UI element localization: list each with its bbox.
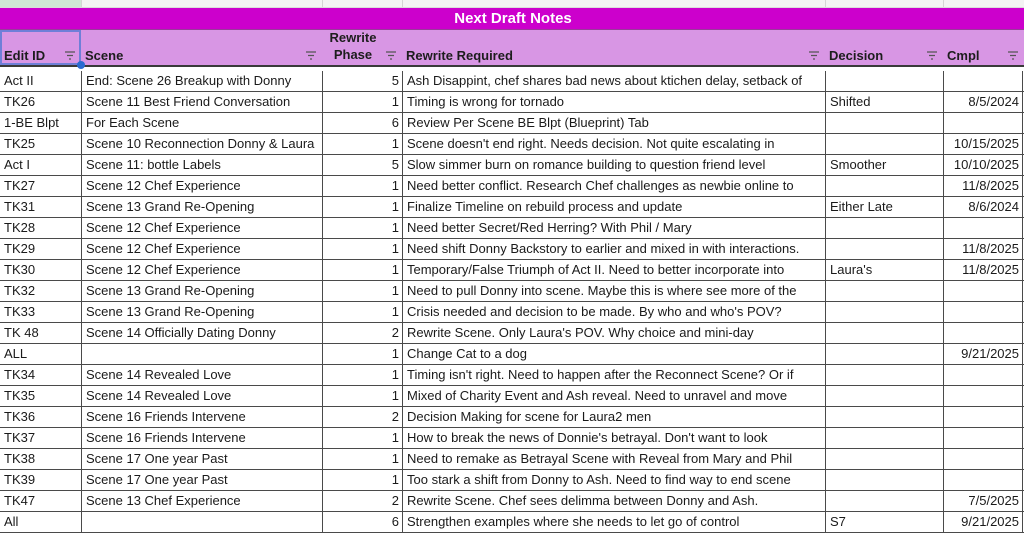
cell-cmpl[interactable]: 11/8/2025 — [943, 176, 1023, 196]
cell-scene[interactable]: Scene 13 Grand Re-Opening — [81, 302, 322, 322]
gridline — [81, 0, 82, 7]
cell-phase[interactable]: 2 — [322, 323, 402, 343]
cell-phase[interactable]: 1 — [322, 365, 402, 385]
cell-scene[interactable]: Scene 12 Chef Experience — [81, 260, 322, 280]
table-row — [0, 344, 1024, 365]
table-row — [0, 365, 1024, 386]
cell-scene[interactable]: Scene 12 Chef Experience — [81, 218, 322, 238]
cell-decision[interactable] — [825, 344, 943, 364]
cell-phase[interactable]: 1 — [322, 344, 402, 364]
cell-rewrite[interactable]: Need shift Donny Backstory to earlier and mixed in with interactions. — [402, 239, 825, 259]
cell-phase[interactable]: 1 — [322, 218, 402, 238]
cell-rewrite[interactable]: Need to pull Donny into scene. Maybe this is where see more of the — [402, 281, 825, 301]
header-label: Edit ID — [4, 48, 46, 63]
cell-scene[interactable]: Scene 10 Reconnection Donny & Laura — [81, 134, 322, 154]
cell-edit-id[interactable]: TK34 — [4, 367, 36, 382]
header-rewrite-phase[interactable] — [322, 30, 402, 65]
gridline — [322, 0, 323, 7]
table-row — [0, 197, 1024, 218]
cell-edit-id[interactable]: Act I — [4, 157, 31, 172]
filter-icon[interactable] — [1007, 51, 1019, 60]
cell-edit-id[interactable]: TK30 — [4, 262, 36, 277]
cell-rewrite[interactable]: Temporary/False Triumph of Act II. Need to better incorporate into — [402, 260, 825, 280]
filter-icon[interactable] — [926, 51, 938, 60]
cell-decision[interactable] — [825, 113, 943, 133]
cell-edit-id[interactable]: TK36 — [4, 409, 36, 424]
table-row — [0, 176, 1024, 197]
cell-decision[interactable] — [825, 428, 943, 448]
cell-cmpl[interactable] — [943, 428, 1023, 448]
table-row — [0, 281, 1024, 302]
cell-decision[interactable] — [825, 176, 943, 196]
cell-edit-id[interactable]: TK 48 — [4, 325, 39, 340]
cell-cmpl[interactable] — [943, 218, 1023, 238]
cell-phase[interactable]: 1 — [322, 239, 402, 259]
table-row — [0, 512, 1024, 533]
cell-cmpl[interactable]: 9/21/2025 — [943, 512, 1023, 532]
cell-decision[interactable]: Smoother — [825, 155, 943, 175]
cell-phase[interactable]: 1 — [322, 92, 402, 112]
cell-edit-id[interactable]: TK31 — [4, 199, 36, 214]
filter-icon[interactable] — [385, 51, 397, 60]
table-row — [0, 218, 1024, 239]
sheet-title: Next Draft Notes — [454, 10, 572, 27]
table-body — [0, 71, 1024, 533]
selected-column-indicator — [0, 0, 81, 7]
cell-rewrite[interactable]: Timing isn't right. Need to happen after the Reconnect Scene? Or if — [402, 365, 825, 385]
header-label-line2: Phase — [333, 47, 373, 62]
table-row — [0, 428, 1024, 449]
table-row — [0, 386, 1024, 407]
cell-cmpl[interactable] — [943, 302, 1023, 322]
cell-rewrite[interactable]: Crisis needed and decision to be made. By who and who's POV? — [402, 302, 825, 322]
cell-scene[interactable]: Scene 17 One year Past — [81, 449, 322, 469]
header-decision[interactable] — [825, 30, 943, 65]
header-label: Decision — [829, 48, 884, 63]
cell-edit-id[interactable]: 1-BE Blpt — [4, 115, 59, 130]
cell-cmpl[interactable]: 8/6/2024 — [943, 197, 1023, 217]
cell-scene[interactable]: For Each Scene — [81, 113, 322, 133]
cell-scene[interactable]: Scene 14 Officially Dating Donny — [81, 323, 322, 343]
cell-scene[interactable]: Scene 13 Chef Experience — [81, 491, 322, 511]
cell-decision[interactable] — [825, 449, 943, 469]
cell-cmpl[interactable]: 10/15/2025 — [943, 134, 1023, 154]
cell-rewrite[interactable]: Timing is wrong for tornado — [402, 92, 825, 112]
cell-decision[interactable] — [825, 491, 943, 511]
header-label: Rewrite Required — [406, 48, 513, 63]
cell-decision[interactable] — [825, 470, 943, 490]
cell-rewrite[interactable]: Change Cat to a dog — [402, 344, 825, 364]
cell-scene[interactable]: Scene 17 One year Past — [81, 470, 322, 490]
cell-phase[interactable]: 1 — [322, 134, 402, 154]
cell-cmpl[interactable] — [943, 449, 1023, 469]
cell-cmpl[interactable] — [943, 407, 1023, 427]
table-row — [0, 323, 1024, 344]
cell-phase[interactable]: 1 — [322, 281, 402, 301]
cell-decision[interactable] — [825, 281, 943, 301]
gridline — [943, 0, 944, 7]
table-row — [0, 407, 1024, 428]
table-row — [0, 155, 1024, 176]
header-rewrite-required[interactable] — [402, 30, 825, 65]
cell-rewrite[interactable]: Decision Making for scene for Laura2 men — [402, 407, 825, 427]
cell-phase[interactable]: 6 — [322, 113, 402, 133]
cell-scene[interactable] — [81, 344, 322, 364]
cell-scene[interactable]: Scene 12 Chef Experience — [81, 239, 322, 259]
cell-phase[interactable]: 1 — [322, 386, 402, 406]
cell-phase[interactable]: 1 — [322, 176, 402, 196]
cell-cmpl[interactable] — [943, 386, 1023, 406]
table-row — [0, 302, 1024, 323]
cell-edit-id[interactable]: TK28 — [4, 220, 36, 235]
cell-cmpl[interactable]: 7/5/2025 — [943, 491, 1023, 511]
cell-rewrite[interactable]: Need better Secret/Red Herring? With Phil / Mary — [402, 218, 825, 238]
cell-phase[interactable]: 1 — [322, 470, 402, 490]
cell-edit-id[interactable]: TK25 — [4, 136, 36, 151]
filter-icon[interactable] — [808, 51, 820, 60]
cell-rewrite[interactable]: Too stark a shift from Donny to Ash. Need to find way to end scene — [402, 470, 825, 490]
cell-scene[interactable]: Scene 16 Friends Intervene — [81, 428, 322, 448]
cell-edit-id[interactable]: TK29 — [4, 241, 36, 256]
cell-scene[interactable]: Scene 14 Revealed Love — [81, 386, 322, 406]
cell-rewrite[interactable]: Scene doesn't end right. Needs decision. Not quite escalating in — [402, 134, 825, 154]
cell-cmpl[interactable]: 11/8/2025 — [943, 260, 1023, 280]
cell-phase[interactable]: 1 — [322, 428, 402, 448]
cell-scene[interactable]: Scene 11: bottle Labels — [81, 155, 322, 175]
cell-decision[interactable] — [825, 134, 943, 154]
cell-cmpl[interactable] — [943, 113, 1023, 133]
cell-rewrite[interactable]: Strengthen examples where she needs to let go of control — [402, 512, 825, 532]
cell-scene[interactable] — [81, 512, 322, 532]
cell-rewrite[interactable]: Finalize Timeline on rebuild process and update — [402, 197, 825, 217]
cell-edit-id[interactable]: TK27 — [4, 178, 36, 193]
table-row — [0, 260, 1024, 281]
cell-phase[interactable]: 1 — [322, 449, 402, 469]
cell-decision[interactable]: Shifted — [825, 92, 943, 112]
header-scene[interactable] — [81, 30, 322, 65]
cell-cmpl[interactable] — [943, 470, 1023, 490]
cell-phase[interactable]: 2 — [322, 491, 402, 511]
cell-rewrite[interactable]: Rewrite Scene. Chef sees delimma between Donny and Ash. — [402, 491, 825, 511]
filter-icon[interactable] — [64, 51, 76, 60]
cell-scene[interactable]: Scene 12 Chef Experience — [81, 176, 322, 196]
cell-scene[interactable]: Scene 11 Best Friend Conversation — [81, 92, 322, 112]
cell-cmpl[interactable]: 10/10/2025 — [943, 155, 1023, 175]
cell-decision[interactable] — [825, 386, 943, 406]
cell-cmpl[interactable]: 11/8/2025 — [943, 239, 1023, 259]
cell-phase[interactable]: 6 — [322, 512, 402, 532]
cell-cmpl[interactable] — [943, 323, 1023, 343]
sheet-title-banner[interactable] — [0, 8, 1024, 30]
cell-rewrite[interactable]: Need to remake as Betrayal Scene with Reveal from Mary and Phil — [402, 449, 825, 469]
cell-edit-id[interactable]: TK39 — [4, 472, 36, 487]
cell-decision[interactable] — [825, 71, 943, 91]
cell-decision[interactable] — [825, 302, 943, 322]
header-label: Scene — [85, 48, 124, 63]
cell-edit-id[interactable]: TK38 — [4, 451, 36, 466]
cell-decision[interactable]: Laura's — [825, 260, 943, 280]
cell-phase[interactable]: 1 — [322, 197, 402, 217]
header-cmpl[interactable] — [943, 30, 1024, 65]
table-row — [0, 491, 1024, 512]
cell-scene[interactable]: Scene 13 Grand Re-Opening — [81, 197, 322, 217]
header-edit-id[interactable] — [0, 30, 81, 65]
cell-decision[interactable] — [825, 239, 943, 259]
cell-cmpl[interactable] — [943, 71, 1023, 91]
cell-scene[interactable]: Scene 14 Revealed Love — [81, 365, 322, 385]
cell-phase[interactable]: 2 — [322, 407, 402, 427]
table-row — [0, 92, 1024, 113]
cell-edit-id[interactable]: TK37 — [4, 430, 36, 445]
cell-decision[interactable] — [825, 218, 943, 238]
table-row — [0, 113, 1024, 134]
column-header-strip — [0, 0, 1024, 8]
cell-rewrite[interactable]: Review Per Scene BE Blpt (Blueprint) Tab — [402, 113, 825, 133]
table-row — [0, 71, 1024, 92]
cell-scene[interactable]: End: Scene 26 Breakup with Donny — [81, 71, 322, 91]
cell-rewrite[interactable]: Ash Disappint, chef shares bad news about ktichen delay, setback of — [402, 71, 825, 91]
gridline — [825, 0, 826, 7]
cell-decision[interactable]: S7 — [825, 512, 943, 532]
table-row — [0, 239, 1024, 260]
cell-rewrite[interactable]: Mixed of Charity Event and Ash reveal. Need to unravel and move — [402, 386, 825, 406]
cell-edit-id[interactable]: TK32 — [4, 283, 36, 298]
cell-rewrite[interactable]: Slow simmer burn on romance building to question friend level — [402, 155, 825, 175]
cell-scene[interactable]: Scene 16 Friends Intervene — [81, 407, 322, 427]
cell-decision[interactable] — [825, 365, 943, 385]
filter-icon[interactable] — [305, 51, 317, 60]
table-row — [0, 449, 1024, 470]
selection-fill-handle[interactable] — [77, 61, 85, 69]
cell-phase[interactable]: 1 — [322, 260, 402, 280]
cell-cmpl[interactable]: 9/21/2025 — [943, 344, 1023, 364]
cell-rewrite[interactable]: Rewrite Scene. Only Laura's POV. Why choice and mini-day — [402, 323, 825, 343]
cell-edit-id[interactable]: TK26 — [4, 94, 36, 109]
cell-decision[interactable] — [825, 323, 943, 343]
cell-edit-id[interactable]: ALL — [4, 346, 28, 361]
cell-edit-id[interactable]: Act II — [4, 73, 34, 88]
cell-edit-id[interactable]: TK47 — [4, 493, 36, 508]
table-header-row — [0, 30, 1024, 67]
cell-rewrite[interactable]: Need better conflict. Research Chef challenges as newbie online to — [402, 176, 825, 196]
table-row — [0, 134, 1024, 155]
header-label: Cmpl — [947, 48, 980, 63]
cell-decision[interactable] — [825, 407, 943, 427]
cell-phase[interactable]: 5 — [322, 155, 402, 175]
cell-phase[interactable]: 5 — [322, 71, 402, 91]
cell-decision[interactable]: Either Late — [825, 197, 943, 217]
table-row — [0, 470, 1024, 491]
header-label-line1: Rewrite — [329, 30, 377, 45]
cell-cmpl[interactable] — [943, 365, 1023, 385]
cell-scene[interactable]: Scene 13 Grand Re-Opening — [81, 281, 322, 301]
cell-rewrite[interactable]: How to break the news of Donnie's betrayal. Don't want to look — [402, 428, 825, 448]
cell-phase[interactable]: 1 — [322, 302, 402, 322]
cell-cmpl[interactable] — [943, 281, 1023, 301]
gridline — [402, 0, 403, 7]
cell-edit-id[interactable]: TK35 — [4, 388, 36, 403]
cell-edit-id[interactable]: TK33 — [4, 304, 36, 319]
cell-cmpl[interactable]: 8/5/2024 — [943, 92, 1023, 112]
cell-edit-id[interactable]: All — [4, 514, 19, 529]
